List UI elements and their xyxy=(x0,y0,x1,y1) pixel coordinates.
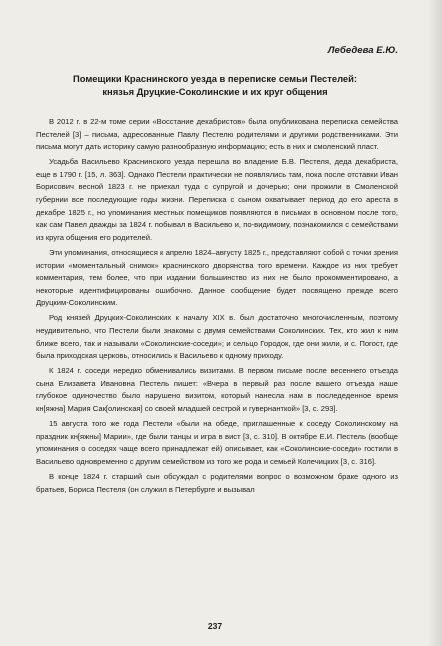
title-line-2: князья Друцкие-Соколинские и их круг общения xyxy=(102,85,328,97)
page-number: 237 xyxy=(207,621,223,631)
article-title xyxy=(34,73,396,98)
paragraph-5: К 1824 г. соседи нередко обменивались визитами. В первом письме после весеннего отъезда сына Елизавета Ивановна Пестель пишет: «Вчера в первый раз после вашего отъезда наше глубокое одиночество было нарушено визитом, который нанесла нам в последеденное время кн[яжна] Мария Сак[олинская] со своей младшей сестрой и гувернанткой» [3, с. 293]. xyxy=(36,366,398,414)
paragraph-2: Усадьба Васильево Краснинского уезда перешла во владение Б.В. Пестеля, деда декабриста, еще в 1790 г. [15, л. 363]. Однако Пестели практически не появлялись там, пока после отставки Иван Борисович весной 1823 г. не приехал туда с супругой и дочерью; они прожили в Смоленской губернии все последующие годы жизни. Переписка с сыном охватывает период до его ареста в декабре 1825 г., но упоминания местных помещиков появляются в письмах в основном после того, как сам Павел дважды за 1824 г. побывал в Васильево и, по-видимому, познакомился с семействами из круга общения его родителей. xyxy=(36,157,398,242)
paragraph-6: 15 августа того же года Пестели «были на обеде, приглашенные к соседу Соколинскому на праздник кн[яжны] Марии», где были танцы и игра в вист [3, с. 310]. В октябре Е.И. Пестель (вообще упоминания о соседях чаще всего принадлежат ей) описывает, как «Соколинские-соседи» гостили в Васильево одновременно с другим семейством из того же рода и семьей Колечицких [3, с. 316]. xyxy=(36,419,398,466)
paragraph-7: В конце 1824 г. старший сын обсуждал с родителями вопрос о возможном браке одного из братьев, Бориса Пестеля (он служил в Петербурге и вызывал xyxy=(36,472,398,494)
paragraph-4: Род князей Друцких-Соколинских к началу XIX в. был достаточно многочисленным, поэтому неудивительно, что Пестели были знакомы с двумя семействами Соколинских. Тех, кто жил к ним ближе всего, так и называли «Соколинские-соседи»; и сельцо Городок, где они жили, и с. Погост, где была приходская церковь, относились к Васильево к одному приходу. xyxy=(36,313,398,361)
title-line-1: Помещики Краснинского уезда в переписке семьи Пестелей: xyxy=(72,73,358,84)
author-name: Лебедева Е.Ю. xyxy=(327,45,398,56)
paragraph-1: В 2012 г. в 22-м томе серии «Восстание декабристов» была опубликована переписка семейства Пестелей [3] – письма, адресованные Павлу Пестелю родителями и другими родственниками. Эти письма могут дать историку самую разнообразную информацию; есть в них и смоленский пласт. xyxy=(36,117,398,152)
paragraph-3: Эти упоминания, относящиеся к апрелю 1824–августу 1825 г., представляют собой с точки зрения истории «моментальный снимок» краснинского дворянства того времени. Каждое из них требует комментария, тем более, что при издании большинство из них не было прокомментировано, а некоторые идентифицированы ошибочно. Данное сообщение будет посвящено прежде всего Друцким-Соколинским. xyxy=(36,247,398,308)
article-body xyxy=(36,116,398,499)
